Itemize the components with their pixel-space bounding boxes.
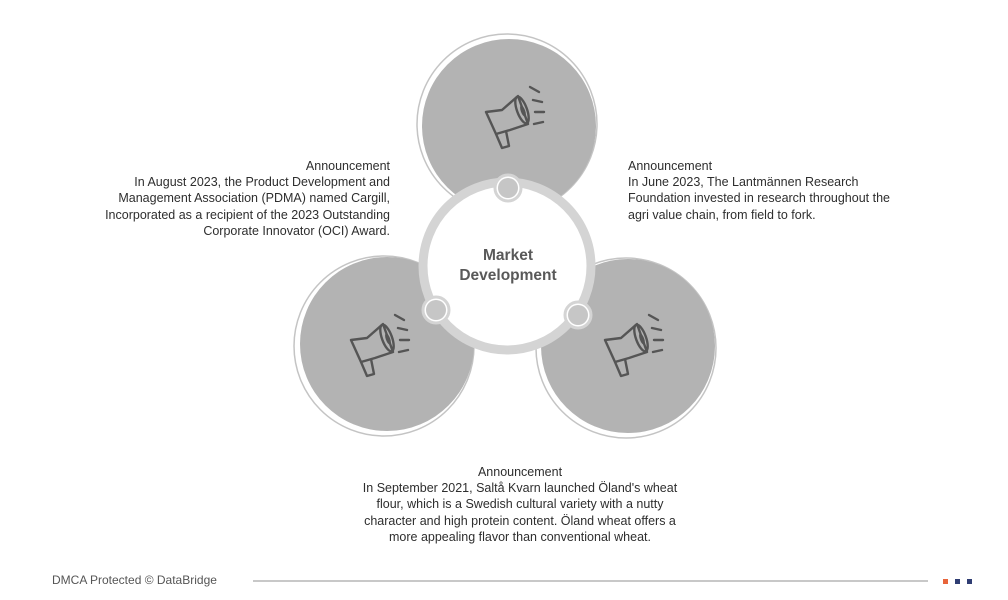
- announcement-title: Announcement: [305, 159, 390, 173]
- announcement-top-right: [628, 158, 908, 223]
- announcement-top-left: [100, 158, 390, 239]
- footer-copyright: DMCA Protected © DataBridge: [52, 573, 217, 587]
- footer-dot-navy: [967, 579, 972, 584]
- center-label: [448, 246, 568, 286]
- connector-node-right: [565, 302, 591, 328]
- center-label-line2: Development: [459, 267, 557, 284]
- announcement-body: In August 2023, the Product Development and Management Association (PDMA) named Cargill, Incorporated as a recipient of the 2023 Outstanding Corporate Innovator (OCI) Award.: [105, 175, 390, 238]
- announcement-title: Announcement: [628, 159, 713, 173]
- center-label-line1: Market: [483, 247, 533, 264]
- announcement-body: In September 2021, Saltå Kvarn launched Öland's wheat flour, which is a Swedish cultural variety with a nutty character and high protein content. Öland wheat offers a more appealing flavor than conventional wheat.: [362, 481, 678, 544]
- footer-divider: [253, 580, 928, 582]
- footer-dot-orange: [943, 579, 948, 584]
- footer-dot-navy: [955, 579, 960, 584]
- announcement-title: Announcement: [477, 465, 563, 479]
- connector-node-left: [423, 297, 449, 323]
- connector-node-top: [495, 175, 521, 201]
- announcement-bottom: [350, 464, 690, 545]
- announcement-body: In June 2023, The Lantmännen Research Foundation invested in research throughout the agri value chain, from field to fork.: [628, 175, 890, 222]
